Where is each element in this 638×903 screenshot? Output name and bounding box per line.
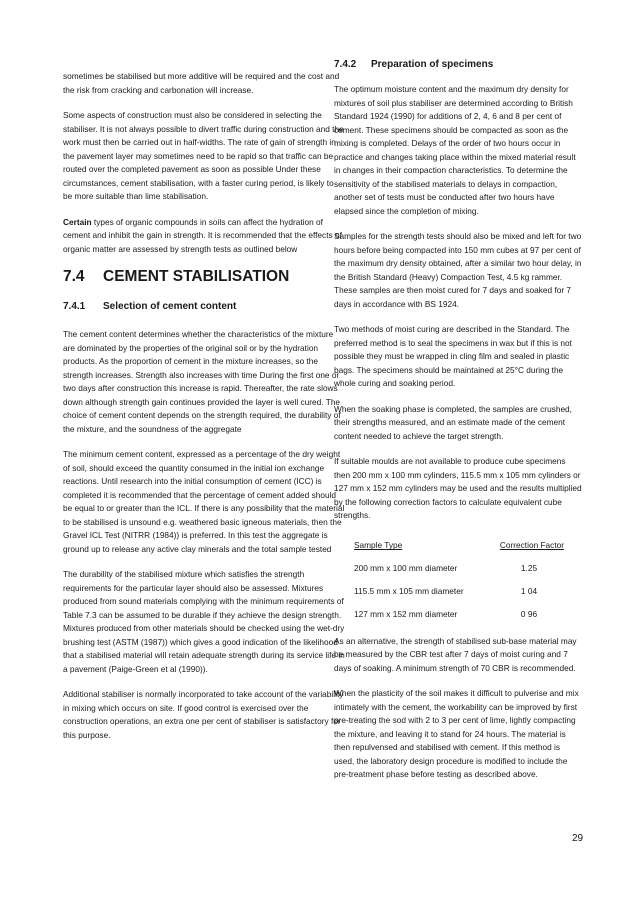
paragraph: When the soaking phase is completed, the samples are crushed, their strengths measured, and an estimate made of the cement content needed to achieve the target strength. — [334, 403, 572, 441]
table-header: Sample Type — [354, 540, 403, 551]
page-number: 29 — [572, 833, 584, 844]
subsection-title: Selection of cement content — [103, 301, 237, 312]
correction-factor-table — [354, 535, 564, 627]
table-row — [354, 581, 564, 604]
paragraph: If suitable moulds are not available to produce cube specimens then 200 mm x 100 mm cylinders, 115.5 mm x 105 mm cylinders or 127 mm x 152 mm cylinders may be used and the results multiplied by the following correction factors to calculate equivalent cube strengths. — [334, 456, 582, 520]
section-title: CEMENT STABILISATION — [103, 268, 290, 285]
paragraph: Two methods of moist curing are described in the Standard. The preferred method is to seal the specimens in wax but if this is not possible they must be wrapped in cling film and sealed in plastic bags. The specimens should be maintained at 25°C during the whole curing and soaking period. — [334, 324, 572, 388]
paragraph: The optimum moisture content and the maximum dry density for mixtures of soil plus stabiliser are determined according to British Standard 1924 (1990) for additions of 2, 4, 6 and 8 per cent of cement. These specimens should be compacted as soon as the mixing is completed. Delays of the order of two hours occur in practice and changes taking place within the mixed material result in changes in their compaction characteristics. To determine the sensitivity of the stabilised materials to delays in compaction, another set of tests must be conducted after two hours have elapsed since the completion of mixing. — [334, 84, 576, 216]
subsection-heading — [334, 58, 582, 71]
paragraph: sometimes be stabilised but more additive will be required and the cost and the risk from cracking and carbonation will increase. — [63, 71, 340, 95]
table-cell: 200 mm x 100 mm diameter — [354, 563, 458, 574]
section-number: 7.4 — [63, 268, 85, 285]
left-column — [63, 70, 345, 754]
table-header-row — [354, 535, 564, 558]
table-cell: 1 04 — [520, 586, 538, 597]
paragraph: The cement content determines whether the characteristics of the mixture are dominated by the properties of the original soil or by the hydration products. As the proportion of cement in the mixture increases, so the strength increases. Strength also increases with time During the first one or two days after construction this increase is rapid. Thereafter, the rate slows down although strength gain continues provided the layer is well cured. The choice of cement content depends on the strength required, the durability of the mixture, and the soundness of the aggregate — [63, 329, 341, 434]
subsection-title: Preparation of specimens — [371, 59, 494, 70]
table-cell: 1.25 — [520, 563, 538, 574]
bold-word: Certain — [63, 216, 92, 227]
subsection-number: 7.4.2 — [334, 59, 357, 70]
table-header: Correction Factor — [499, 540, 564, 551]
paragraph: Additional stabiliser is normally incorporated to take account of the variability in mixing which occurs on site. If good control is exercised over the construction operations, an extra one per cent of stabiliser is satisfactory for this purpose. — [63, 689, 344, 740]
table-row — [354, 558, 564, 581]
paragraph: The minimum cement content, expressed as a percentage of the dry weight of soil, should exceed the quantity consumed in the initial ion exchange reactions. Until research into the initial consumption of cement (ICC) is completed it is recommended that the percentage of cement added should be equal to or greater than the ICL. If there is any possibility that the material to be stabilised is unsound e.g. weathered basic igneous materials, then the Gravel ICL Test (NITRR (1984)) is preferred. In this test the aggregate is ground up to release any active clay minerals and the total sample tested — [63, 449, 345, 554]
paragraph: Samples for the strength tests should also be mixed and left for two hours before being compacted into 150 mm cubes at 97 per cent of the maximum dry density obtained, after a similar two hour delay, in the British Standard (Heavy) Compaction Test, 4.5 kg rammer. These samples are then moist cured for 7 days and soaked for 7 days in accordance with BS 1924. — [334, 231, 582, 309]
paragraph — [63, 216, 345, 257]
paragraph: When the plasticity of the soil makes it difficult to pulverise and mix intimately with the cement, the workability can be improved by first pre-treating the sod with 2 to 3 per cent of lime, lightly compacting the mixture, and leaving it to stand for 24 hours. The material is then repulvensed and stabilised with cement. If this method is used, the laboratory design procedure is modified to include the pre-treatment phase before testing as described above. — [334, 688, 579, 779]
paragraph: As an alternative, the strength of stabilised sub-base material may be measured by the CBR test after 7 days of moist curing and 7 days of soaking. A minimum strength of 70 CBR is recommended. — [334, 635, 577, 673]
subsection-heading — [63, 300, 345, 313]
paragraph: The durability of the stabilised mixture which satisfies the strength requirements for the particular layer should also be assessed. Mixtures produced from sound materials complying with the minimum requirements of Table 7.3 can be assumed to be durable if they achieve the design strength. Mixtures produced from other materials should be checked using the wet-dry brushing test (ASTM (1987)) which gives a good indication of the likelihood that a stabilised material will retain adequate strength during its service life in a pavement (Paige-Green et al (1990)). — [63, 569, 345, 674]
table-row — [354, 604, 564, 627]
paragraph: Some aspects of construction must also be considered in selecting the stabiliser. It is not always possible to divert traffic during construction and the work must then be carried out in half-widths. The rate of gain of strength in the pavement layer may sometimes need to be rapid so that traffic can be routed over the completed pavement as soon as possible Under these circumstances, cement stabilisation, with a faster curing period, is likely to be more suitable than lime stabilisation. — [63, 110, 344, 201]
right-column — [334, 58, 582, 794]
subsection-number: 7.4.1 — [63, 301, 86, 312]
table-cell: 115.5 mm x 105 mm diameter — [354, 586, 464, 597]
paragraph-text: types of organic compounds in soils can affect the hydration of cement and inhibit the gain in strength. It is recommended that the effects of organic matter are assessed by strength tests as outlined below — [63, 216, 342, 254]
table-cell: 0 96 — [520, 609, 538, 620]
table-cell: 127 mm x 152 mm diameter — [354, 609, 458, 620]
section-heading — [63, 268, 345, 286]
